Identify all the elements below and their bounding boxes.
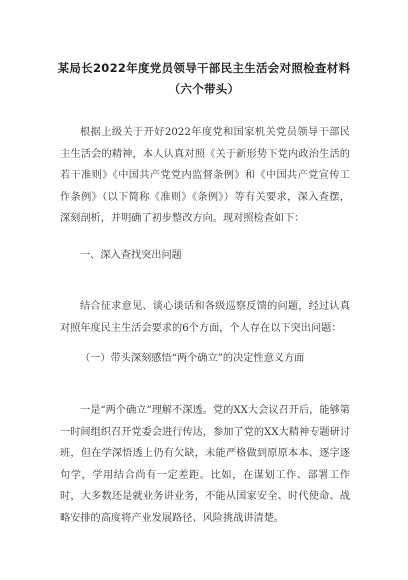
subsection-body-paragraph: 一是“两个确立”理解不深透。党的XX大会议召开后，能够第一时间组织召开党委会进行传达，参加了党的XX大精神专题研讨班，但在学深悟透上仍有欠缺，未能严格做到原原本本、逐字逐句学，学用结合尚有一定差距。比如，在谋划工作、部署工作时，大多数还是就业务讲业务，不能从国家安全、时代使命、战略安排的高度将产业发展路径、风险挑战讲清楚。 <box>60 405 350 524</box>
document-subtitle: （六个带头） <box>168 82 240 96</box>
subsection-heading: （一）带头深刻感悟“两个确立”的决定性意义方面 <box>80 353 305 364</box>
section-heading: 一、深入查找突出问题 <box>80 250 182 261</box>
document-title: 某局长2022年度党员领导干部民主生活会对照检查材料 <box>57 61 351 75</box>
intro-paragraph: 根据上级关于开好2022年度党和国家机关党员领导干部民主生活会的精神，本人认真对照《关于新形势下党内政治生活的若干准则》《中国共产党党内监督条例》和《中国共产党宣传工作条例》（以下简称《准则》《条例》）等有关要求，深入查摆，深刻剖析，并明确了初步整改方向。现对照检查如下： <box>60 127 350 224</box>
section-intro-paragraph: 结合征求意见、谈心谈话和各级巡察反馈的问题，经过认真对照年度民主生活会要求的6个方面，个人存在以下突出问题： <box>60 301 350 334</box>
